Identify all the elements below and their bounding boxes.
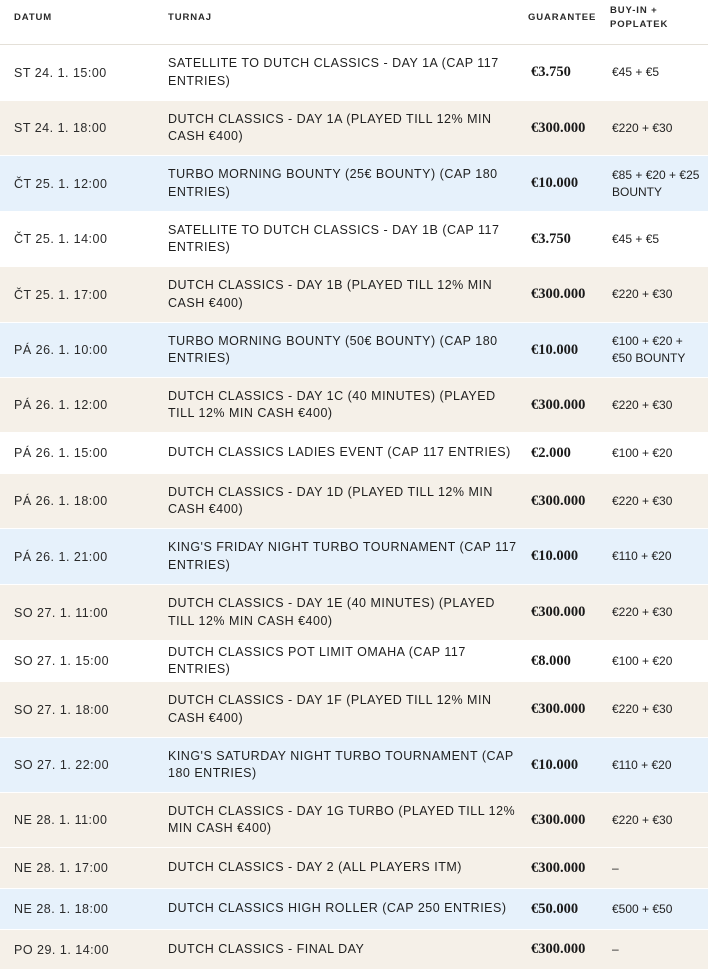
- cell-date: PÁ 26. 1. 21:00: [14, 549, 108, 564]
- cell-guarantee: €2.000: [531, 444, 571, 461]
- cell-tournament-name: DUTCH CLASSICS - DAY 1A (PLAYED TILL 12% MIN CASH €400): [168, 111, 492, 143]
- cell-date: NE 28. 1. 18:00: [14, 902, 109, 916]
- cell-buyin: €110 + €20: [612, 549, 672, 563]
- cell-buyin: –: [612, 860, 619, 875]
- table-row: [0, 45, 708, 101]
- cell-date: PO 29. 1. 14:00: [14, 942, 110, 957]
- table-row: [0, 156, 708, 212]
- cell-buyin: €110 + €20: [612, 757, 672, 772]
- cell-date: ČT 25. 1. 12:00: [14, 176, 108, 191]
- cell-guarantee: €300.000: [531, 119, 586, 136]
- cell-buyin: €220 + €30: [612, 605, 673, 619]
- cell-date: ČT 25. 1. 17:00: [14, 287, 108, 302]
- cell-guarantee: €300.000: [531, 941, 586, 957]
- cell-guarantee: €300.000: [531, 604, 586, 620]
- cell-guarantee: €300.000: [531, 492, 586, 509]
- cell-date: SO 27. 1. 22:00: [14, 758, 110, 772]
- cell-tournament-name: KING'S SATURDAY NIGHT TURBO TOURNAMENT (CAP 180 ENTRIES): [168, 748, 514, 780]
- cell-tournament-name: DUTCH CLASSICS - DAY 1C (40 MINUTES) (PLAYED TILL 12% MIN CASH €400): [168, 388, 496, 420]
- cell-buyin: €100 + €20 + €50 BOUNTY: [612, 334, 686, 365]
- cell-tournament-name: DUTCH CLASSICS - DAY 1G TURBO (PLAYED TILL 12% MIN CASH €400): [168, 803, 516, 835]
- cell-guarantee: €300.000: [531, 286, 586, 302]
- cell-guarantee: €10.000: [531, 756, 579, 773]
- cell-tournament-name: DUTCH CLASSICS LADIES EVENT (CAP 117 ENTRIES): [168, 445, 511, 460]
- table-row: [0, 585, 708, 641]
- cell-buyin: €220 + €30: [612, 702, 673, 716]
- table-header: [0, 0, 708, 45]
- cell-tournament-name: TURBO MORNING BOUNTY (50€ BOUNTY) (CAP 180 ENTRIES): [168, 333, 498, 365]
- cell-date: NE 28. 1. 17:00: [14, 861, 109, 875]
- table-row: [0, 101, 708, 156]
- cell-tournament-name: SATELLITE TO DUTCH CLASSICS - DAY 1B (CAP 117 ENTRIES): [168, 222, 500, 254]
- cell-tournament-name: DUTCH CLASSICS POT LIMIT OMAHA (CAP 117 ENTRIES): [168, 644, 466, 676]
- header-guarantee: GUARANTEE: [528, 12, 597, 23]
- cell-buyin: €45 + €5: [612, 65, 660, 79]
- cell-tournament-name: DUTCH CLASSICS - DAY 2 (ALL PLAYERS ITM): [168, 860, 462, 875]
- cell-guarantee: €300.000: [531, 859, 586, 876]
- cell-buyin: €500 + €50: [612, 901, 673, 916]
- table-row: [0, 738, 708, 793]
- table-row: [0, 889, 708, 930]
- cell-buyin: €100 + €20: [612, 653, 673, 668]
- table-row: [0, 212, 708, 267]
- table-row: [0, 378, 708, 433]
- cell-tournament-name: KING'S FRIDAY NIGHT TURBO TOURNAMENT (CAP 117 ENTRIES): [168, 540, 517, 572]
- header-datum: DATUM: [14, 12, 53, 23]
- cell-date: PÁ 26. 1. 12:00: [14, 398, 108, 412]
- cell-date: ST 24. 1. 18:00: [14, 121, 107, 135]
- cell-guarantee: €300.000: [531, 811, 586, 828]
- cell-date: ST 24. 1. 15:00: [14, 65, 107, 80]
- cell-tournament-name: DUTCH CLASSICS - DAY 1E (40 MINUTES) (PLAYED TILL 12% MIN CASH €400): [168, 596, 495, 628]
- cell-guarantee: €10.000: [531, 341, 579, 358]
- cell-date: ČT 25. 1. 14:00: [14, 232, 108, 246]
- cell-guarantee: €50.000: [531, 900, 579, 917]
- cell-date: NE 28. 1. 11:00: [14, 813, 108, 827]
- table-row: [0, 433, 708, 474]
- cell-tournament-name: DUTCH CLASSICS HIGH ROLLER (CAP 250 ENTRIES): [168, 901, 507, 916]
- cell-tournament-name: TURBO MORNING BOUNTY (25€ BOUNTY) (CAP 180 ENTRIES): [168, 167, 498, 199]
- cell-tournament-name: DUTCH CLASSICS - DAY 1F (PLAYED TILL 12% MIN CASH €400): [168, 693, 492, 725]
- table-row: [0, 930, 708, 970]
- cell-guarantee: €300.000: [531, 396, 586, 413]
- cell-guarantee: €3.750: [531, 230, 571, 247]
- cell-tournament-name: DUTCH CLASSICS - FINAL DAY: [168, 941, 365, 956]
- cell-tournament-name: DUTCH CLASSICS - DAY 1D (PLAYED TILL 12% MIN CASH €400): [168, 484, 493, 516]
- table-row: [0, 474, 708, 529]
- header-turnaj: TURNAJ: [168, 12, 212, 23]
- cell-guarantee: €3.750: [531, 64, 571, 80]
- cell-date: SO 27. 1. 18:00: [14, 702, 110, 717]
- cell-guarantee: €300.000: [531, 701, 586, 717]
- cell-date: PÁ 26. 1. 18:00: [14, 494, 108, 508]
- table-row: [0, 529, 708, 585]
- cell-buyin: €220 + €30: [612, 397, 673, 412]
- table-row: [0, 267, 708, 323]
- cell-tournament-name: DUTCH CLASSICS - DAY 1B (PLAYED TILL 12% MIN CASH €400): [168, 278, 493, 310]
- cell-buyin: €45 + €5: [612, 231, 660, 246]
- cell-guarantee: €8.000: [531, 652, 571, 669]
- cell-guarantee: €10.000: [531, 175, 579, 191]
- cell-buyin: €85 + €20 + €25 BOUNTY: [612, 167, 700, 199]
- cell-buyin: –: [612, 942, 619, 956]
- cell-date: SO 27. 1. 11:00: [14, 605, 109, 620]
- cell-buyin: €100 + €20: [612, 445, 673, 460]
- cell-tournament-name: SATELLITE TO DUTCH CLASSICS - DAY 1A (CAP 117 ENTRIES): [168, 56, 499, 88]
- table-row: [0, 323, 708, 378]
- cell-buyin: €220 + €30: [612, 493, 673, 508]
- cell-buyin: €220 + €30: [612, 812, 673, 827]
- cell-date: PÁ 26. 1. 10:00: [14, 343, 108, 357]
- cell-guarantee: €10.000: [531, 548, 579, 564]
- header-buyin: BUY-IN + POPLATEK: [610, 5, 669, 30]
- cell-buyin: €220 + €30: [612, 120, 673, 135]
- cell-date: SO 27. 1. 15:00: [14, 654, 110, 668]
- table-row: [0, 641, 708, 682]
- table-row: [0, 848, 708, 889]
- cell-buyin: €220 + €30: [612, 287, 673, 301]
- table-body: [0, 45, 708, 970]
- table-row: [0, 682, 708, 738]
- cell-date: PÁ 26. 1. 15:00: [14, 446, 108, 460]
- table-row: [0, 793, 708, 848]
